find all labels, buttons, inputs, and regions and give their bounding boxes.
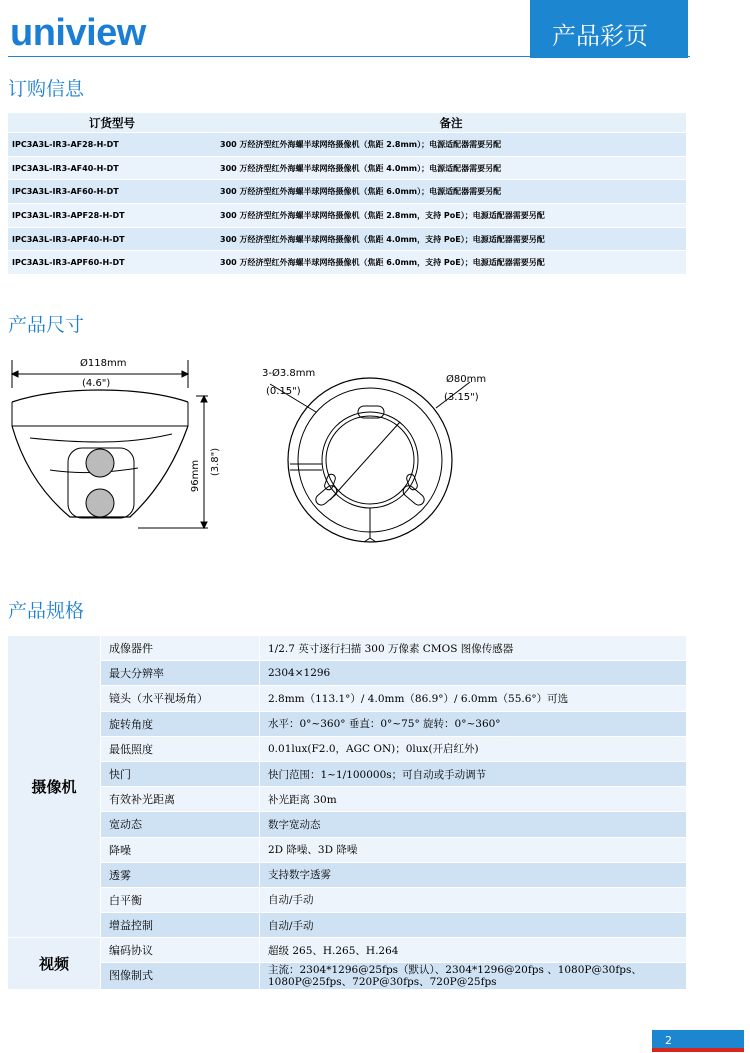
column-header-model: 订货型号 [8,113,216,133]
table-row [8,156,686,180]
hole-mm-label: 3-Ø3.8mm [262,368,316,379]
table-row [8,227,686,251]
diameter-mm-label: Ø80mm [446,374,487,385]
note-cell: 300 万经济型红外海螺半球网络摄像机（焦距 4.0mm，支持 PoE）；电源适配器需要另配 [216,227,686,251]
page-number: 2 [665,1034,672,1047]
category-cell: 视频 [8,938,101,990]
spec-name: 降噪 [101,837,260,862]
spec-name: 镜头（水平视场角） [101,686,260,711]
table-row [8,180,686,204]
spec-value: 快门范围：1~1/100000s；可自动或手动调节 [260,761,687,786]
spec-name: 有效补光距离 [101,787,260,812]
table-row [8,636,686,661]
spec-value: 2D 降噪、3D 降噪 [260,837,687,862]
spec-name: 最大分辨率 [101,661,260,686]
hole-in-label: (0.15") [266,386,301,397]
note-cell: 300 万经济型红外海螺半球网络摄像机（焦距 6.0mm，支持 PoE）；电源适配器需要另配 [216,251,686,274]
spec-value: 2.8mm（113.1°）/ 4.0mm（86.9°）/ 6.0mm（55.6°）可选 [260,686,687,711]
model-cell: IPC3A3L-IR3-APF60-H-DT [8,251,216,274]
height-in-label: (3.8") [210,447,221,477]
side-view-drawing [8,352,238,537]
spec-name: 成像器件 [101,636,260,661]
uniview-logo: uniview [10,12,146,54]
table-row [8,204,686,228]
spec-name: 白平衡 [101,887,260,912]
table-row [8,251,686,274]
table-row [8,761,686,786]
table-row [8,812,686,837]
model-cell: IPC3A3L-IR3-APF28-H-DT [8,204,216,228]
table-row [8,913,686,938]
ordering-table [8,113,686,274]
table-row [8,963,686,990]
spec-name: 旋转角度 [101,711,260,736]
table-row [8,736,686,761]
spec-name: 快门 [101,761,260,786]
page-number-badge [652,1030,744,1052]
spec-name: 透雾 [101,862,260,887]
model-cell: IPC3A3L-IR3-AF28-H-DT [8,133,216,157]
ordering-title: 订购信息 [8,78,85,100]
model-cell: IPC3A3L-IR3-AF40-H-DT [8,156,216,180]
spec-value: 数字宽动态 [260,812,687,837]
note-cell: 300 万经济型红外海螺半球网络摄像机（焦距 2.8mm，支持 PoE）；电源适配器需要另配 [216,204,686,228]
spec-value: 补光距离 30m [260,787,687,812]
table-row [8,661,686,686]
category-cell: 摄像机 [8,636,101,938]
spec-table [8,636,686,990]
spec-name: 最低照度 [101,736,260,761]
specs-title: 产品规格 [8,600,85,622]
table-row [8,686,686,711]
bottom-view-drawing [260,360,500,550]
spec-value: 支持数字透雾 [260,862,687,887]
model-cell: IPC3A3L-IR3-APF40-H-DT [8,227,216,251]
spec-value: 1/2.7 英寸逐行扫描 300 万像素 CMOS 图像传感器 [260,636,687,661]
spec-value: 主流：2304*1296@25fps（默认）、2304*1296@20fps 、1080P@30fps、1080P@25fps、720P@30fps、720P@25fps [260,963,687,990]
table-row [8,711,686,736]
note-cell: 300 万经济型红外海螺半球网络摄像机（焦距 4.0mm）；电源适配器需要另配 [216,156,686,180]
height-mm-label: 96mm [190,459,201,493]
table-row [8,133,686,157]
width-mm-label: Ø118mm [80,358,127,369]
spec-value: 超级 265、H.265、H.264 [260,938,687,963]
header-badge [530,0,688,58]
diameter-in-label: (3.15") [444,392,479,403]
header-badge-text: 产品彩页 [552,22,648,50]
column-header-note: 备注 [216,113,686,133]
table-row [8,862,686,887]
spec-value: 0.01lux(F2.0，AGC ON)；0lux(开启红外) [260,736,687,761]
width-in-label: (4.6") [82,378,111,389]
table-row [8,787,686,812]
spec-value: 自动/手动 [260,913,687,938]
spec-name: 编码协议 [101,938,260,963]
table-row [8,837,686,862]
note-cell: 300 万经济型红外海螺半球网络摄像机（焦距 6.0mm）；电源适配器需要另配 [216,180,686,204]
page-number-accent [652,1048,744,1052]
spec-value: 自动/手动 [260,887,687,912]
model-cell: IPC3A3L-IR3-AF60-H-DT [8,180,216,204]
spec-value: 水平：0°~360° 垂直：0°~75° 旋转：0°~360° [260,711,687,736]
table-row [8,887,686,912]
spec-name: 增益控制 [101,913,260,938]
spec-name: 图像制式 [101,963,260,990]
table-row [8,938,686,963]
spec-value: 2304×1296 [260,661,687,686]
header-divider [8,56,690,57]
note-cell: 300 万经济型红外海螺半球网络摄像机（焦距 2.8mm）；电源适配器需要另配 [216,133,686,157]
spec-name: 宽动态 [101,812,260,837]
dimensions-title: 产品尺寸 [8,314,85,336]
